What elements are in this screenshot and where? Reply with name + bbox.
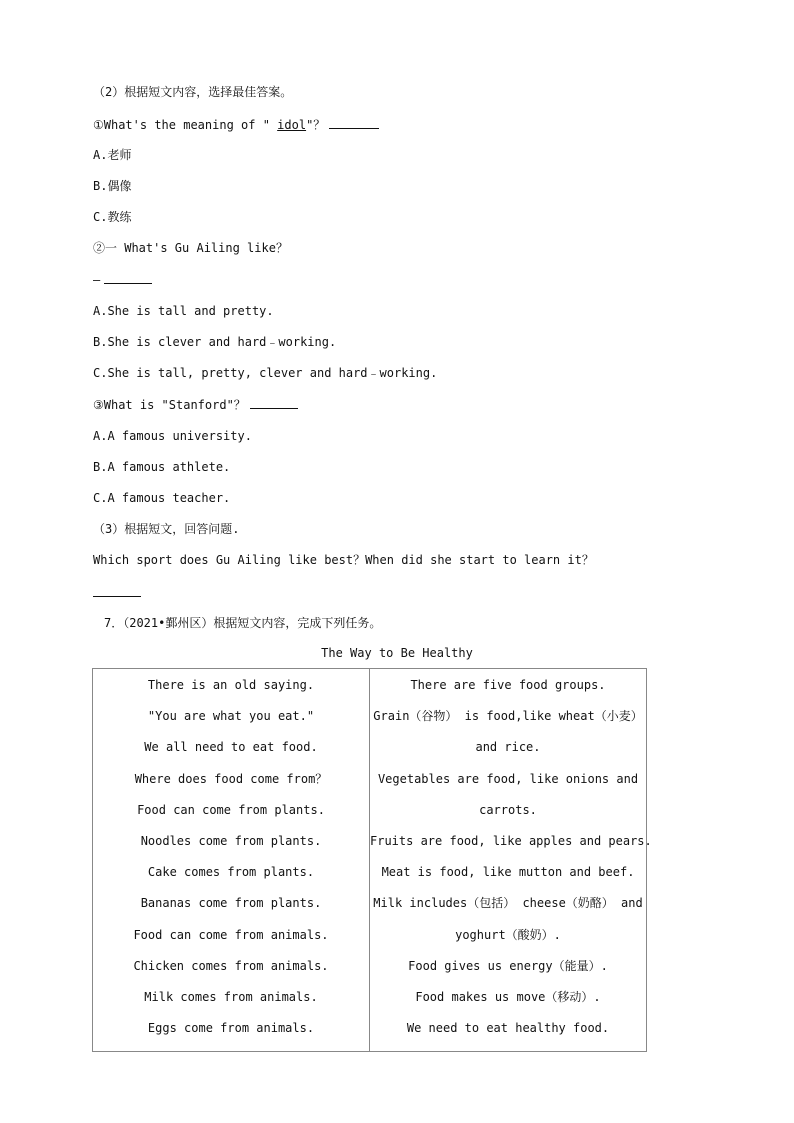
right-line: Fruits are food, like apples and pears. [370, 833, 652, 848]
right-line: Food makes us move（移动）. [415, 989, 601, 1004]
question-1-keyword: idol [277, 118, 307, 132]
question-3-text: ③What is "Stanford"？ [93, 398, 246, 412]
right-line: Milk includes（包括） cheese（奶酪） and [373, 896, 643, 911]
right-line: carrots. [479, 802, 537, 817]
left-line: Chicken comes from animals. [133, 958, 329, 973]
right-column [370, 669, 652, 1052]
left-line: Cake comes from plants. [147, 865, 315, 880]
right-line: and rice. [475, 740, 541, 755]
q3-option-c: C.A famous teacher. [93, 491, 231, 505]
q1-option-b: B.偶像 [93, 179, 132, 193]
left-line: There is an old saying. [147, 678, 315, 692]
q3-option-a: A.A famous university. [93, 429, 252, 443]
left-line: Food can come from plants. [137, 802, 325, 817]
question-2: ②一 What's Gu Ailing like？ [93, 241, 288, 255]
question-2-answer-line [93, 271, 152, 288]
part3-heading: （3）根据短文，回答问题. [93, 522, 240, 536]
q2-option-a: A.She is tall and pretty. [93, 304, 274, 318]
q1-option-a: A.老师 [93, 148, 132, 162]
left-line: Where does food come from？ [134, 771, 328, 786]
question-1-suffix: "？ [306, 118, 326, 132]
right-line: Vegetables are food, like onions and [377, 771, 639, 786]
answer-dash: — [93, 273, 101, 287]
left-line: Bananas come from plants. [140, 896, 322, 911]
question-1-prefix: ①What's the meaning of " [93, 118, 278, 132]
part3-question: Which sport does Gu Ailing like best？When did she start to learn it？ [93, 553, 594, 567]
answer-blank-3[interactable] [250, 396, 298, 409]
q2-option-c: C.She is tall, pretty, clever and hard﹣working. [93, 366, 438, 380]
right-line: Meat is food, like mutton and beef. [381, 865, 635, 880]
left-line: Milk comes from animals. [144, 989, 318, 1004]
question-1 [93, 116, 379, 133]
q3-option-b: B.A famous athlete. [93, 460, 231, 474]
left-line: "You are what you eat." [147, 709, 315, 724]
passage-title: The Way to Be Healthy [321, 646, 473, 660]
left-line: We all need to eat food. [144, 740, 318, 755]
question-3 [93, 396, 298, 413]
answer-blank-2[interactable] [104, 271, 152, 284]
left-column [93, 669, 370, 1052]
left-line: Noodles come from plants. [140, 833, 322, 848]
q2-option-b: B.She is clever and hard﹣working. [93, 335, 337, 349]
q1-option-c: C.教练 [93, 210, 132, 224]
answer-blank-4[interactable] [93, 584, 141, 597]
part3-answer-line [93, 584, 141, 601]
passage-table [92, 668, 652, 1052]
left-line: Food can come from animals. [133, 927, 329, 942]
right-line: Grain（谷物） is food,like wheat（小麦） [373, 709, 643, 724]
right-line: yoghurt（酸奶）. [455, 927, 561, 942]
answer-blank-1[interactable] [329, 116, 379, 129]
right-line: Food gives us energy（能量）. [408, 958, 608, 973]
part2-heading: （2）根据短文内容，选择最佳答案。 [93, 85, 293, 99]
left-line: Eggs come from animals. [147, 1021, 315, 1036]
q7-heading: 7．（2021•鄞州区）根据短文内容，完成下列任务。 [104, 616, 382, 630]
right-line: We need to eat healthy food. [406, 1021, 610, 1036]
right-line: There are five food groups. [410, 678, 606, 692]
